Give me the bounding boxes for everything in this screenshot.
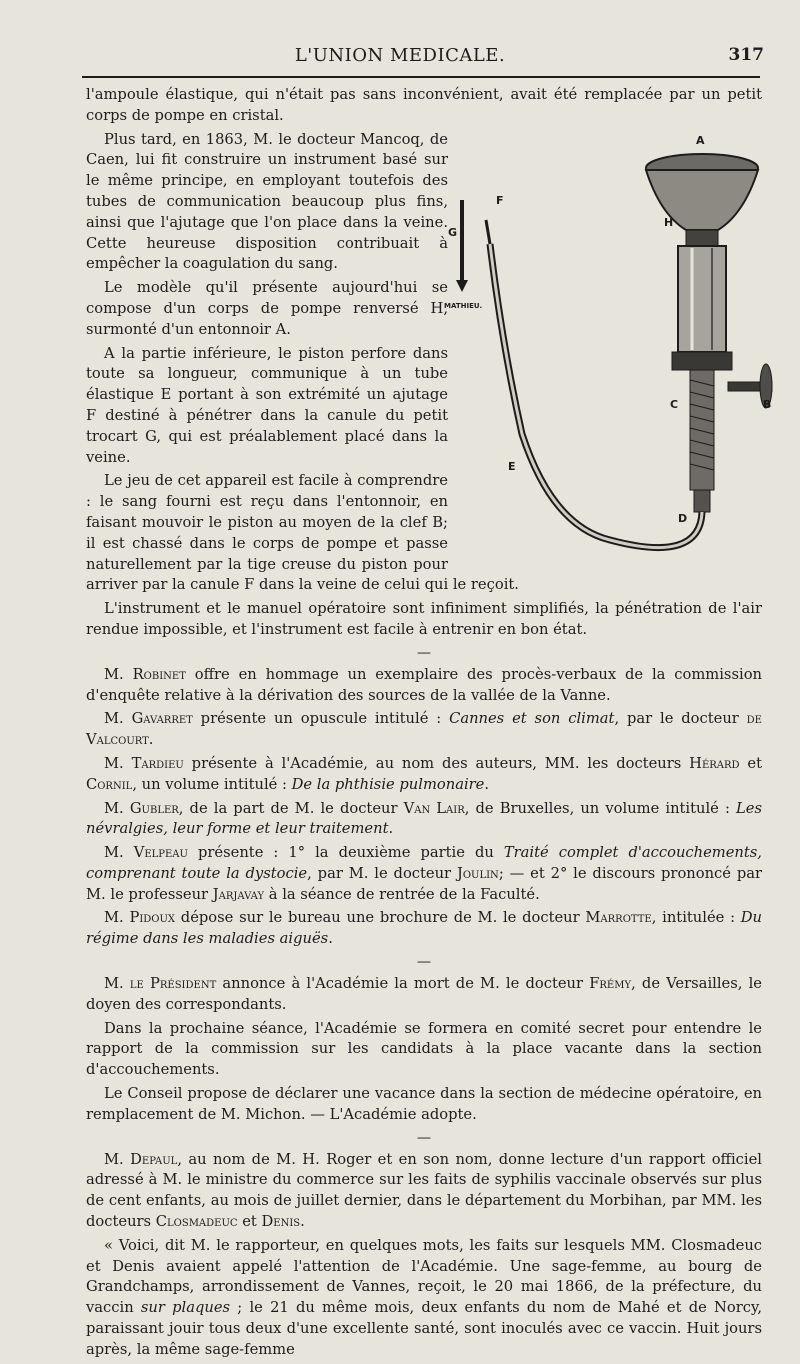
pump-barrel-H [678,246,726,352]
paragraph: L'instrument et le manuel opératoire sont infiniment simplifiés, la pénétration de l'air rendue impossible, et l'instrument est facile à entrenir en bon état. [86,600,762,638]
report-depaul: M. Depaul, au nom de M. H. Roger et en son nom, donne lecture d'un rapport officiel adressé à M. le ministre du commerce sur les faits de syphilis vaccinale observés sur plus de cent enfants, au mois de juillet dernier, dans le département du Morbihan, par MM. les docteurs Closmadeuc et Denis. [86,1150,762,1231]
maker-mark: MATHIEU. [444,301,483,310]
label-A: A [696,133,705,147]
communication-gubler: M. Gubler, de la part de M. le docteur Van Lair, de Bruxelles, un volume intitulé : Les névralgies, leur forme et leur traitement. [86,799,763,838]
label-H: H [664,215,674,229]
communication-gavarret: M. Gavarret présente un opuscule intitulé : Cannes et son climat, par le docteur de Valcourt. [86,710,762,749]
ajutage-F [486,220,490,244]
communication-robinet: M. Robinet offre en hommage un exemplaire des procès-verbaux de la commission d'enquête relative à la dérivation des sources de la vallée de la Vanne. [86,665,762,704]
communication-velpeau: M. Velpeau présente : 1° la deuxième partie du Traité complet d'accouchements, comprenant toute la dystocie, par M. le docteur Joulin; — et 2° le discours prononcé par M. le professeur Jarjavay à la séance de rentrée de la Faculté. [86,844,763,903]
article-body [86,85,772,1364]
transfusion-apparatus-figure [444,133,776,566]
communication-pidoux: M. Pidoux dépose sur le bureau une brochure de M. le docteur Marrotte, intitulée : Du régime dans les maladies aiguës. [86,909,763,948]
funnel-A [646,170,758,230]
paragraph: l'ampoule élastique, qui n'était pas sans inconvénient, avait été remplacée par un petit corps de pompe en cristal. [86,86,762,124]
label-F: F [496,193,504,207]
funnel-neck [686,230,718,246]
label-G: G [448,225,458,239]
announcement-president: M. le Président annonce à l'Académie la mort de M. le docteur Frémy, de Versailles, le doyen des correspondants. [86,975,762,1013]
label-B: B [763,397,772,411]
elastic-tube-E [490,244,702,548]
paragraph: Le jeu de cet appareil est facile à comprendre : le sang fourni est reçu dans l'entonnoir, en faisant mouvoir le piston au moyen de la clef B; il est chassé dans le corps de pompe et passe naturellement par la tige creuse du piston pour arriver par la canule F dans la veine de celui qui le reçoit. [86,472,519,594]
label-C: C [670,397,679,411]
piston-rod [690,370,714,490]
pump-collar [672,352,732,370]
paragraph: A la partie inférieure, le piston perfore dans toute sa longueur, communique à un tube élastique E portant à son extrémité un ajutage F destiné à pénétrer dans la canule du petit trocart G, qui est préalablement placé dans la veine. [86,344,448,466]
communication-tardieu: M. Tardieu présente à l'Académie, au nom des auteurs, MM. les docteurs Hérard et Cornil, un volume intitulé : De la phthisie pulmonaire. [86,754,762,793]
label-D: D [678,511,688,525]
paragraph: Le Conseil propose de déclarer une vacance dans la section de médecine opératoire, en remplacement de M. Michon. — L'Académie adopte. [86,1085,762,1123]
separator: — [417,644,431,661]
label-E: E [508,459,516,473]
separator: — [417,1129,431,1146]
separator: — [417,954,431,971]
report-quote: « Voici, dit M. le rapporteur, en quelques mots, les faits sur lesquels MM. Closmadeuc et Denis avaient appelé l'attention de l'Académie. Une sage-femme, au bourg de Grandchamps, arrondissement de Vannes, reçoit, le 20 mai 1866, de la préfecture, du vaccin sur plaques ; le 21 du même mois, deux enfants du nom de Mahé et de Norcy, paraissant jouir tous deux d'une excellente santé, sont inoculés avec ce vaccin. Huit jours après, la même sage-femme [86,1236,762,1358]
page-number: 317 [728,45,764,65]
running-title: L'UNION MEDICALE. [294,45,506,66]
paragraph: Le modèle qu'il présente aujourd'hui se compose d'un corps de pompe renversé H, surmonté d'un entonnoir A. [86,279,448,338]
header-rule [82,76,760,78]
paragraph: Plus tard, en 1863, M. le docteur Mancoq, de Caen, lui fit construire un instrument basé sur le même principe, en employant toutefois des tubes de communication beaucoup plus fins, ainsi que l'ajutage que l'on place dans la veine. Cette heureuse disposition contribuait à empêcher la coagulation du sang. [86,130,448,273]
paragraph: Dans la prochaine séance, l'Académie se formera en comité secret pour entendre le rapport de la commission sur les candidats à la place vacante dans la section d'accouchements. [86,1019,762,1079]
